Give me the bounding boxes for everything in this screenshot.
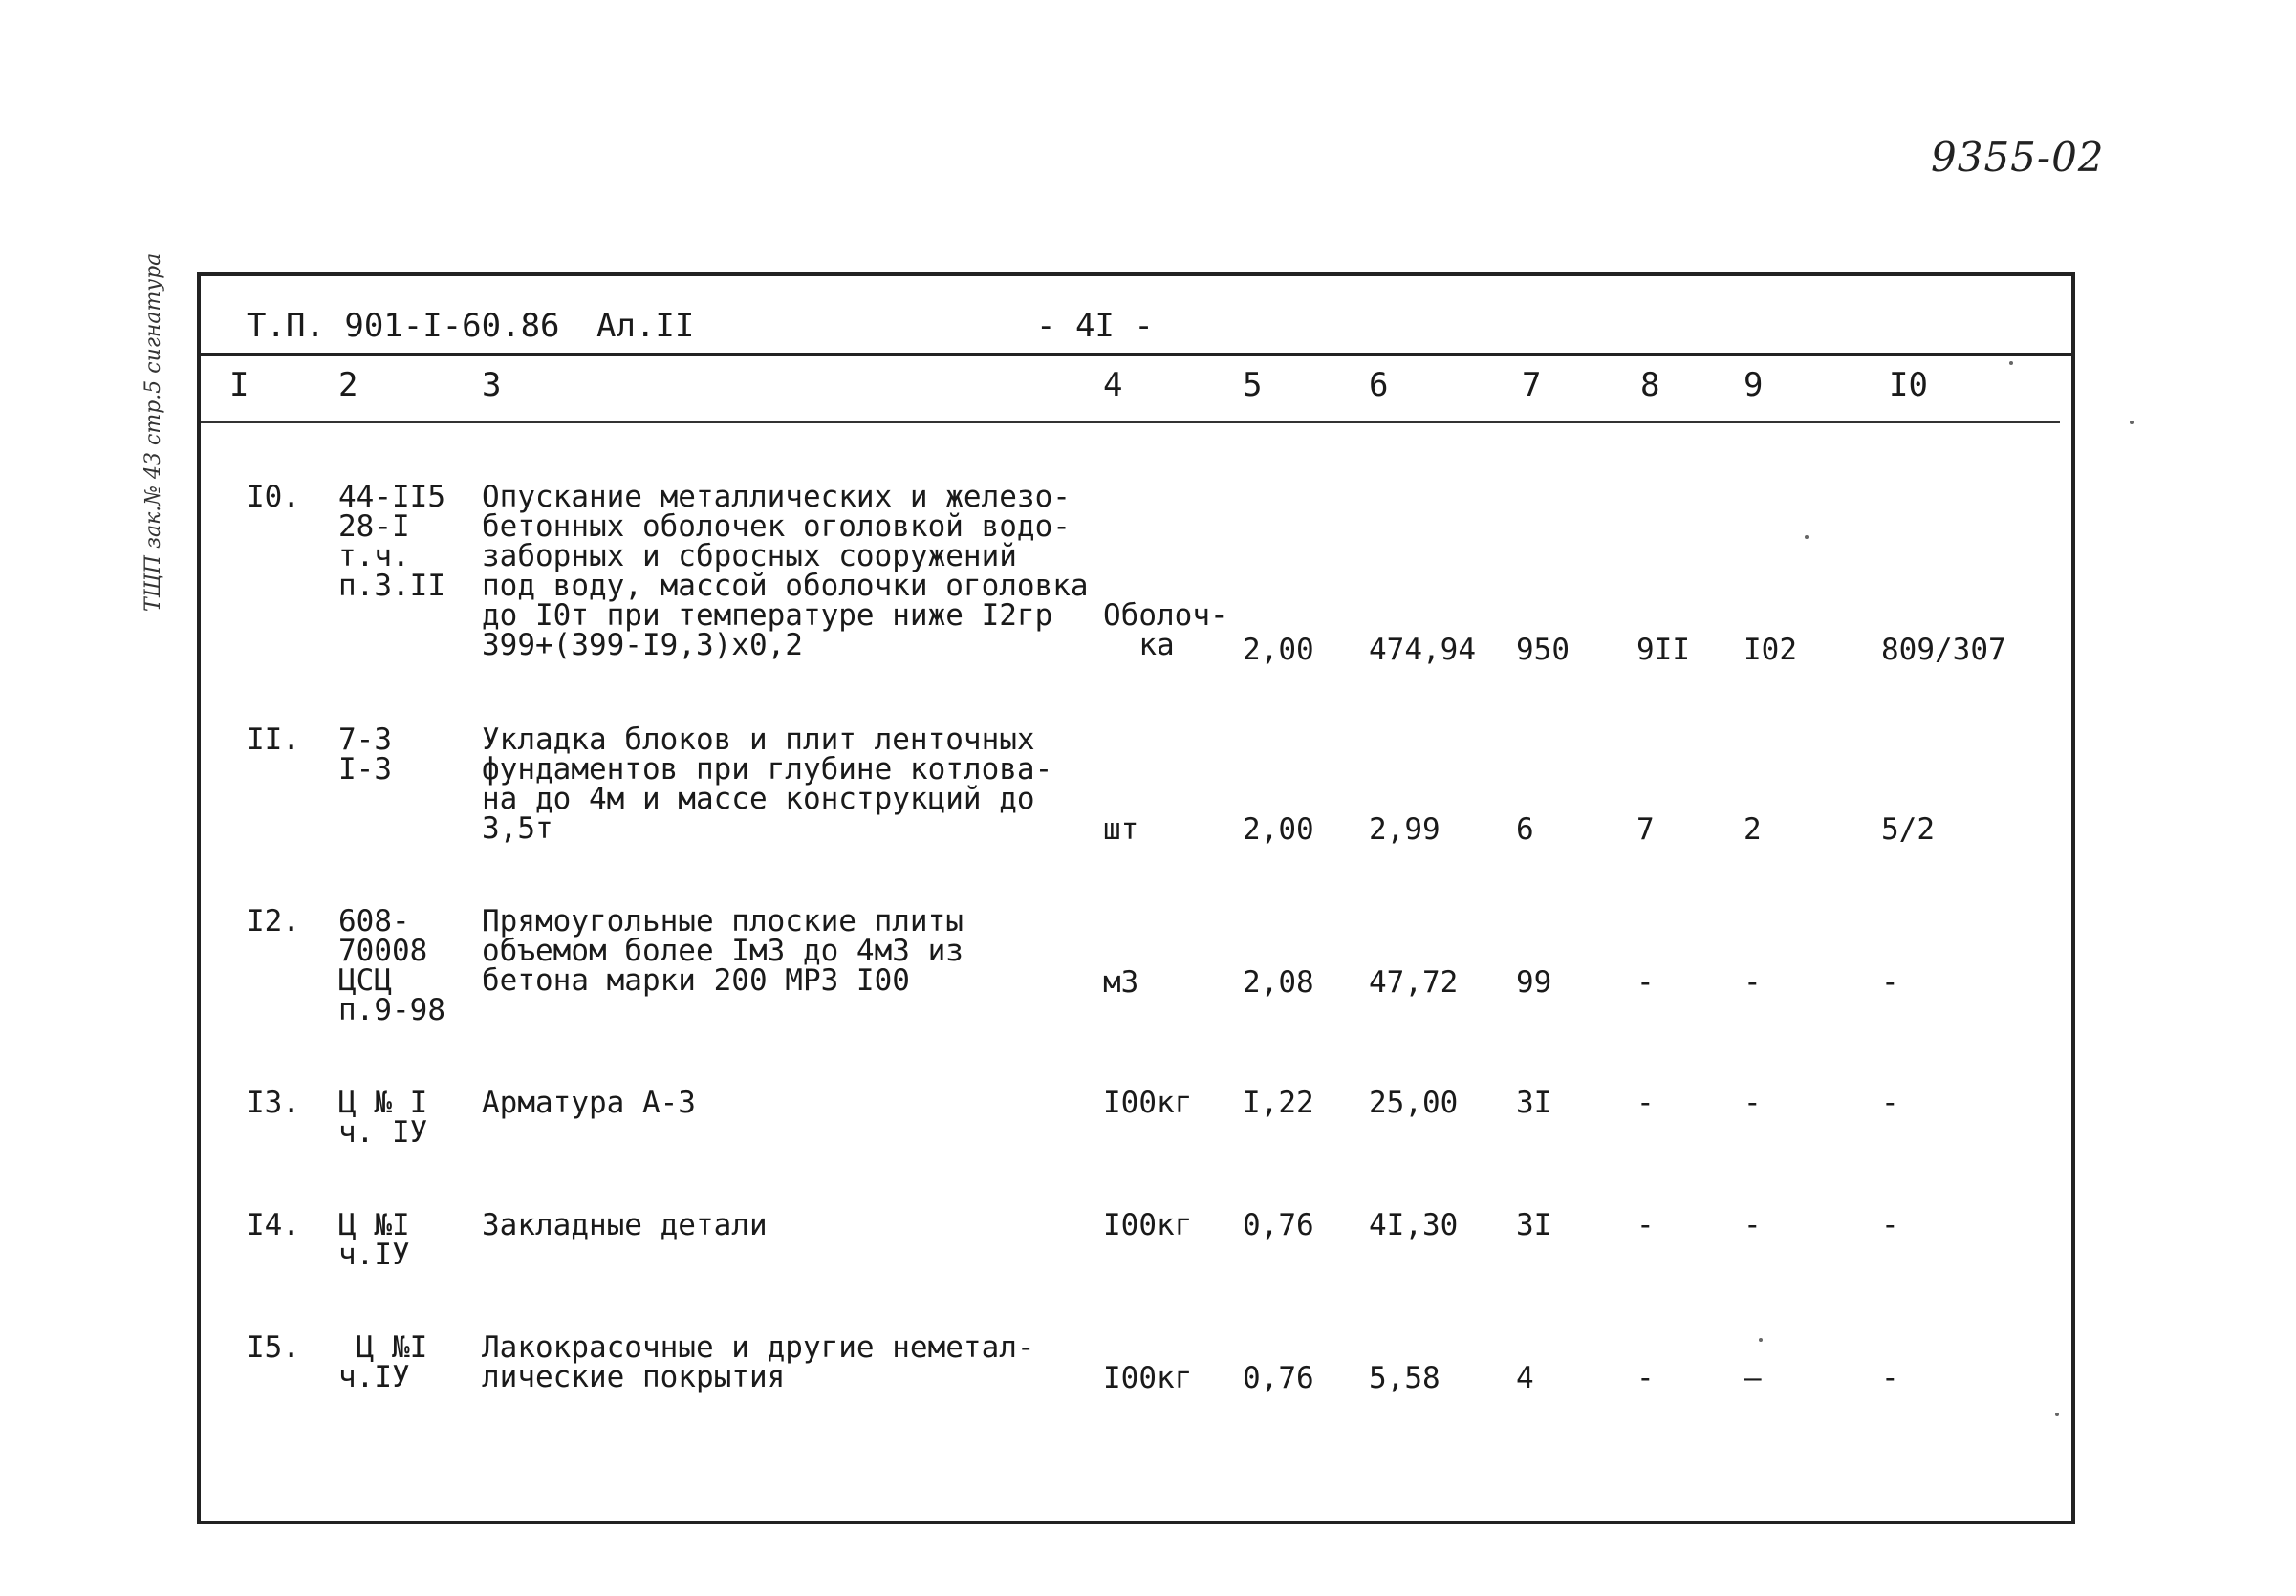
rate-code: 7-3 I-3 (338, 723, 392, 787)
column-9-value: — (1744, 1361, 1762, 1395)
unit-price: 4I,30 (1369, 1208, 1459, 1242)
project-code: Т.П. 901-I-60.86 (247, 307, 560, 345)
row-number: I0. (247, 480, 300, 514)
column-number: 4 (1103, 366, 1123, 404)
total-cost: 99 (1516, 965, 1552, 1000)
work-description: Укладка блоков и плит ленточных фундаментов при глубине котлова- на до 4м и массе конструкций до 3,5т (482, 723, 1053, 846)
row-number: II. (247, 723, 300, 757)
total-cost: 4 (1516, 1361, 1534, 1395)
header-divider (201, 353, 2071, 356)
scan-speck (2009, 361, 2013, 365)
column-number: 9 (1744, 366, 1764, 404)
page-number: - 4I - (1036, 307, 1154, 345)
total-cost: 3I (1516, 1086, 1552, 1120)
column-8-value: - (1636, 965, 1655, 1000)
quantity: 2,08 (1243, 965, 1314, 1000)
column-8-value: - (1636, 1208, 1655, 1242)
unit: I00кг (1103, 1361, 1193, 1395)
columns-divider (201, 421, 2060, 423)
scan-speck (1805, 535, 1809, 539)
document-number: 9355-02 (1931, 134, 2105, 181)
quantity: 0,76 (1243, 1208, 1314, 1242)
quantity: I,22 (1243, 1086, 1314, 1120)
column-9-value: I02 (1744, 633, 1797, 667)
table-frame (197, 272, 2075, 1524)
column-number: I (229, 366, 249, 404)
quantity: 0,76 (1243, 1361, 1314, 1395)
rate-code: 608- 70008 ЦСЦ п.9-98 (338, 904, 445, 1027)
work-description: Лакокрасочные и другие неметал- лические покрытия (482, 1330, 1035, 1394)
sheet-header (201, 276, 2071, 353)
column-9-value: - (1744, 1208, 1762, 1242)
side-stamp: ТЩП зак.№ 43 стр.5 сигнатура (141, 252, 165, 612)
column-8-value: - (1636, 1086, 1655, 1120)
album-label: Ал.II (596, 307, 695, 345)
unit-price: 474,94 (1369, 633, 1476, 667)
column-number: 7 (1522, 366, 1542, 404)
column-number: 2 (338, 366, 358, 404)
column-9-value: - (1744, 1086, 1762, 1120)
quantity: 2,00 (1243, 633, 1314, 667)
unit: шт (1103, 812, 1139, 847)
column-8-value: 9II (1636, 633, 1690, 667)
column-number: 3 (482, 366, 502, 404)
column-10-value: 5/2 (1881, 812, 1935, 847)
unit-price: 5,58 (1369, 1361, 1440, 1395)
column-9-value: 2 (1744, 812, 1762, 847)
rate-code: 44-II5 28-I т.ч. п.3.II (338, 480, 445, 603)
total-cost: 950 (1516, 633, 1570, 667)
column-10-value: - (1881, 965, 1899, 1000)
column-number: 8 (1640, 366, 1660, 404)
unit: м3 (1103, 965, 1139, 1000)
column-number: 6 (1369, 366, 1389, 404)
scan-speck (2130, 421, 2134, 424)
column-9-value: - (1744, 965, 1762, 1000)
column-8-value: - (1636, 1361, 1655, 1395)
rate-code: Ц № I ч. IУ (338, 1086, 428, 1150)
row-number: I5. (247, 1330, 300, 1365)
column-10-value: - (1881, 1208, 1899, 1242)
work-description: Закладные детали (482, 1208, 768, 1242)
unit: I00кг (1103, 1086, 1193, 1120)
total-cost: 6 (1516, 812, 1534, 847)
scan-speck (2055, 1413, 2059, 1416)
column-number: 5 (1243, 366, 1263, 404)
unit-price: 25,00 (1369, 1086, 1459, 1120)
scan-speck (1759, 1338, 1763, 1342)
work-description: Прямоугольные плоские плиты объемом более IмЗ до 4м3 из бетона марки 200 МРЗ I00 (482, 904, 964, 998)
column-10-value: - (1881, 1361, 1899, 1395)
rate-code: Ц №I ч.IУ (338, 1330, 428, 1394)
column-number-row (201, 358, 2071, 416)
work-description: Опускание металлических и железо- бетонных оболочек оголовкой водо- заборных и сбросных сооружений под воду, массой оболочки оголовка до I0т при температуре ниже I2гр 399+(399-I9,3)x0,2 (482, 480, 1089, 662)
row-number: I4. (247, 1208, 300, 1242)
rate-code: Ц №I ч.IУ (338, 1208, 410, 1272)
unit-price: 2,99 (1369, 812, 1440, 847)
column-number: I0 (1889, 366, 1928, 404)
work-description: Арматура А-3 (482, 1086, 696, 1120)
column-10-value: - (1881, 1086, 1899, 1120)
unit: Оболоч- ка (1103, 598, 1228, 662)
unit: I00кг (1103, 1208, 1193, 1242)
total-cost: 3I (1516, 1208, 1552, 1242)
column-8-value: 7 (1636, 812, 1655, 847)
column-10-value: 809/307 (1881, 633, 2006, 667)
quantity: 2,00 (1243, 812, 1314, 847)
row-number: I3. (247, 1086, 300, 1120)
row-number: I2. (247, 904, 300, 938)
unit-price: 47,72 (1369, 965, 1459, 1000)
